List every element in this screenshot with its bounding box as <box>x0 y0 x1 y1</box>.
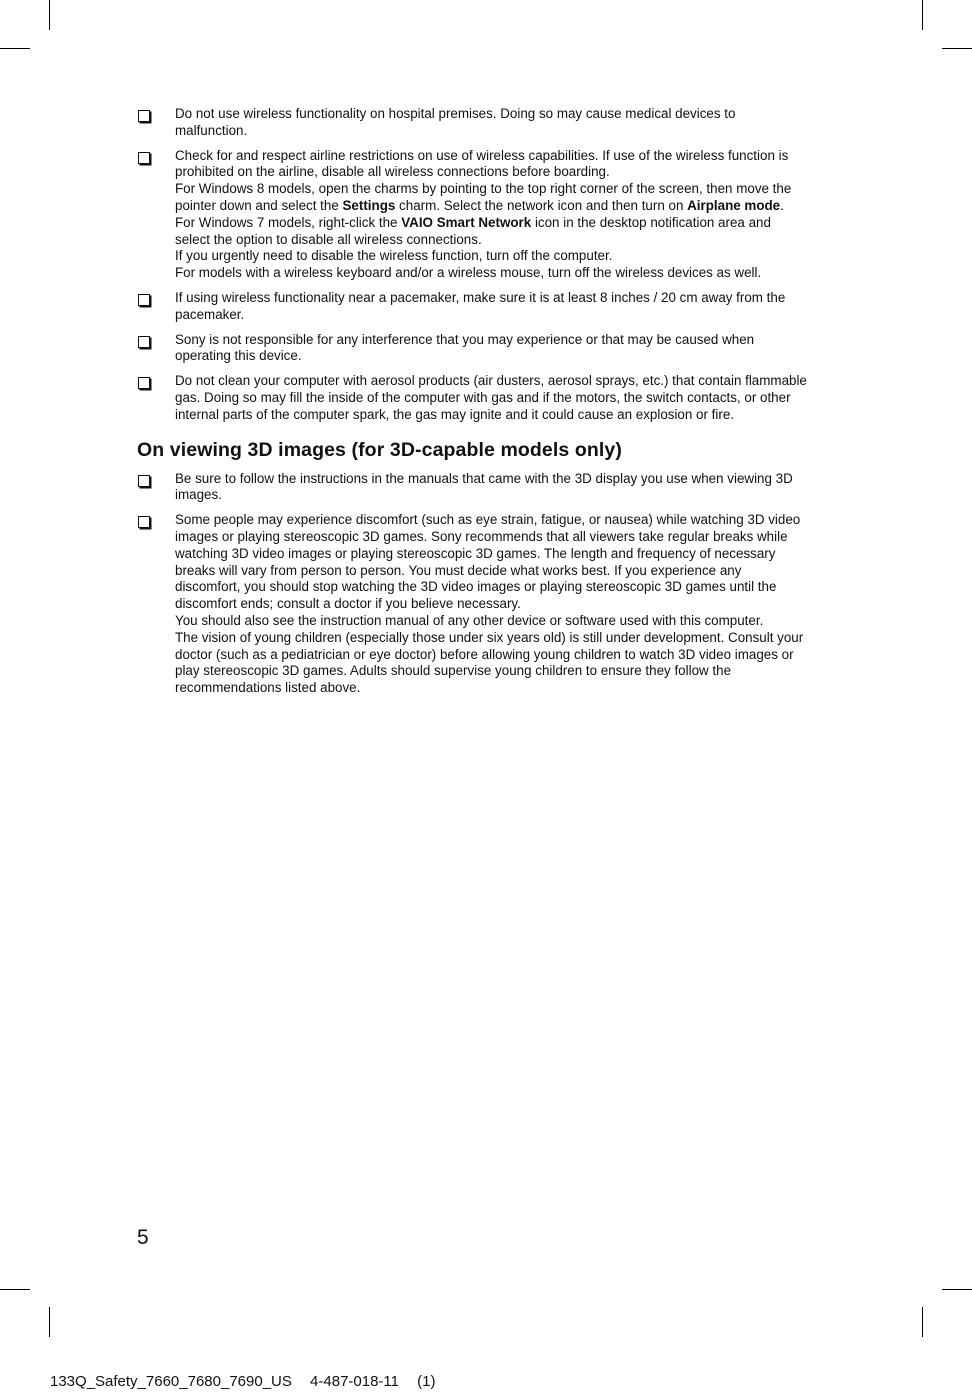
checkbox-bullet-icon <box>138 336 150 348</box>
crop-mark <box>922 1307 923 1337</box>
crop-mark <box>922 0 923 30</box>
airline-text-3: For Windows 7 models, right-click the VAIO Smart Network icon in the desktop notification area and select the option to disable all wireless connections. <box>175 214 771 247</box>
page-number: 5 <box>137 1226 149 1249</box>
checkbox-bullet-icon <box>138 294 150 306</box>
checkbox-bullet-icon <box>138 152 150 164</box>
list-item-airline <box>137 148 807 282</box>
list-item <box>137 290 807 324</box>
footer-code: 4-487-018-11 (1) <box>310 1373 436 1390</box>
list-item <box>137 373 807 423</box>
airline-text-5: For models with a wireless keyboard and/or a wireless mouse, turn off the wireless devices as well. <box>175 265 762 281</box>
item-text: The vision of young children (especially those under six years old) is still under development. Consult your doctor (such as a pediatrician or eye doctor) before allowing young children to watch 3D video images or play stereoscopic 3D games. Adults should supervise young children to ensure they follow the recommendations listed above. <box>175 629 804 696</box>
checkbox-bullet-icon <box>138 377 150 389</box>
checkbox-bullet-icon <box>138 475 150 487</box>
crop-mark <box>49 0 50 30</box>
list-item <box>137 106 807 140</box>
section-heading: On viewing 3D images (for 3D-capable models only) <box>137 438 622 461</box>
airline-text-1: Check for and respect airline restrictions on use of wireless capabilities. If use of the wireless function is prohibited on the airline, disable all wireless connections before boarding. <box>175 147 789 180</box>
item-text: If using wireless functionality near a pacemaker, make sure it is at least 8 inches / 20 cm away from the pacemaker. <box>175 289 786 322</box>
crop-mark <box>942 48 972 49</box>
checkbox-bullet-icon <box>138 110 150 122</box>
crop-mark <box>0 1289 30 1290</box>
item-text: Do not use wireless functionality on hospital premises. Doing so may cause medical devices to malfunction. <box>175 106 736 138</box>
item-text: Sony is not responsible for any interference that you may experience or that may be caused when operating this device. <box>175 331 755 364</box>
footer-file: 133Q_Safety_7660_7680_7690_US <box>50 1373 292 1390</box>
crop-mark <box>942 1289 972 1290</box>
item-text: Be sure to follow the instructions in the manuals that came with the 3D display you use when viewing 3D images. <box>175 470 793 503</box>
item-text: Some people may experience discomfort (such as eye strain, fatigue, or nausea) while watching 3D video images or playing stereoscopic 3D games. Sony recommends that all viewers take regular breaks while watching 3D video images or playing stereoscopic 3D games. The length and frequency of necessary breaks will vary from person to person. You must decide what works best. If you experience any discomfort, you should stop watching the 3D video images or playing stereoscopic 3D games until the discomfort ends; consult a doctor if you believe necessary. <box>175 512 801 612</box>
airline-text-4: If you urgently need to disable the wireless function, turn off the computer. <box>175 248 613 264</box>
print-footer <box>50 1373 436 1391</box>
item-text: You should also see the instruction manual of any other device or software used with this computer. <box>175 612 764 628</box>
page-content <box>137 106 807 705</box>
airline-text-2: For Windows 8 models, open the charms by pointing to the top right corner of the screen, then move the pointer down and select the Settings charm. Select the network icon and then turn on Airplane mode. <box>175 181 792 213</box>
airplane-mode-term: Airplane mode <box>687 197 781 213</box>
crop-mark <box>49 1307 50 1337</box>
checkbox-bullet-icon <box>138 516 150 528</box>
list-item <box>137 512 807 697</box>
crop-mark <box>0 48 30 49</box>
vaio-smart-network-term: VAIO Smart Network <box>401 214 532 230</box>
item-text: Do not clean your computer with aerosol products (air dusters, aerosol sprays, etc.) that contain flammable gas. Doing so may fill the inside of the computer with gas and if the motors, the switch contacts, or other internal parts of the computer spark, the gas may ignite and it could cause an explosion or fire. <box>175 373 807 422</box>
list-item <box>137 332 807 366</box>
settings-term: Settings <box>342 197 396 213</box>
list-item <box>137 471 807 505</box>
